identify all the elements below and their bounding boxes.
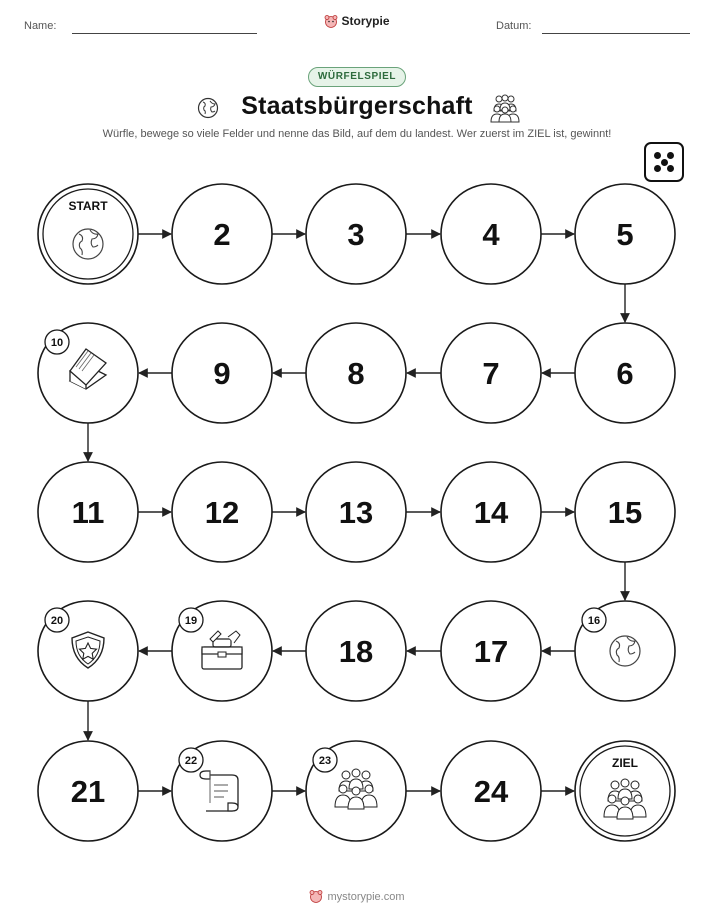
start-label: START	[68, 199, 108, 213]
board-space-25	[575, 741, 675, 841]
space-number: 12	[204, 495, 240, 530]
brand-name: Storypie	[341, 14, 390, 28]
board-space-11	[38, 462, 138, 562]
space-badge-number: 10	[50, 337, 64, 349]
board-space-13	[306, 462, 406, 562]
board-space-1	[38, 184, 138, 284]
space-number: 7	[482, 356, 500, 391]
footer-url: mystorypie.com	[327, 891, 405, 903]
space-number: 15	[607, 495, 643, 530]
board-space-20	[38, 601, 138, 701]
board-space-9	[172, 323, 272, 423]
board-space-22	[172, 741, 272, 841]
board-space-21	[38, 741, 138, 841]
space-number: 5	[616, 217, 634, 252]
board-space-8	[306, 323, 406, 423]
space-number: 13	[338, 495, 374, 530]
board-space-6	[575, 323, 675, 423]
board-space-24	[441, 741, 541, 841]
storypie-logo-icon	[309, 889, 323, 903]
space-badge-number: 23	[318, 755, 332, 767]
board-space-18	[306, 601, 406, 701]
board-space-14	[441, 462, 541, 562]
board-space-12	[172, 462, 272, 562]
space-number: 24	[473, 774, 509, 809]
space-number: 8	[347, 356, 365, 391]
instructions: Würfle, bewege so viele Felder und nenne das Bild, auf dem du landest. Wer zuerst im ZIEL ist, gewinnt!	[102, 128, 612, 140]
space-number: 21	[70, 774, 106, 809]
space-number: 18	[338, 634, 374, 669]
space-number: 14	[473, 495, 509, 530]
game-type-tag: WÜRFELSPIEL	[308, 67, 406, 87]
board-space-10	[38, 323, 138, 423]
board-space-16	[575, 601, 675, 701]
board-space-17	[441, 601, 541, 701]
space-badge-number: 16	[587, 615, 601, 627]
space-number: 17	[473, 634, 509, 669]
board-space-7	[441, 323, 541, 423]
board-space-3	[306, 184, 406, 284]
space-badge-number: 20	[50, 615, 64, 627]
space-number: 2	[213, 217, 231, 252]
space-number: 3	[347, 217, 365, 252]
board-space-23	[306, 741, 406, 841]
board-space-19	[172, 601, 272, 701]
board-space-4	[441, 184, 541, 284]
page-title: Staatsbürgerschaft	[241, 92, 473, 120]
space-number: 9	[213, 356, 231, 391]
board-space-2	[172, 184, 272, 284]
space-badge-number: 22	[184, 755, 198, 767]
board-space-15	[575, 462, 675, 562]
name-label: Name:	[24, 20, 57, 32]
finish-label: ZIEL	[612, 756, 638, 770]
date-label: Datum:	[496, 20, 532, 32]
footer	[0, 889, 714, 903]
space-number: 4	[482, 217, 500, 252]
space-number: 11	[71, 495, 105, 530]
space-number: 6	[616, 356, 634, 391]
space-badge-number: 19	[184, 615, 198, 627]
board-space-5	[575, 184, 675, 284]
